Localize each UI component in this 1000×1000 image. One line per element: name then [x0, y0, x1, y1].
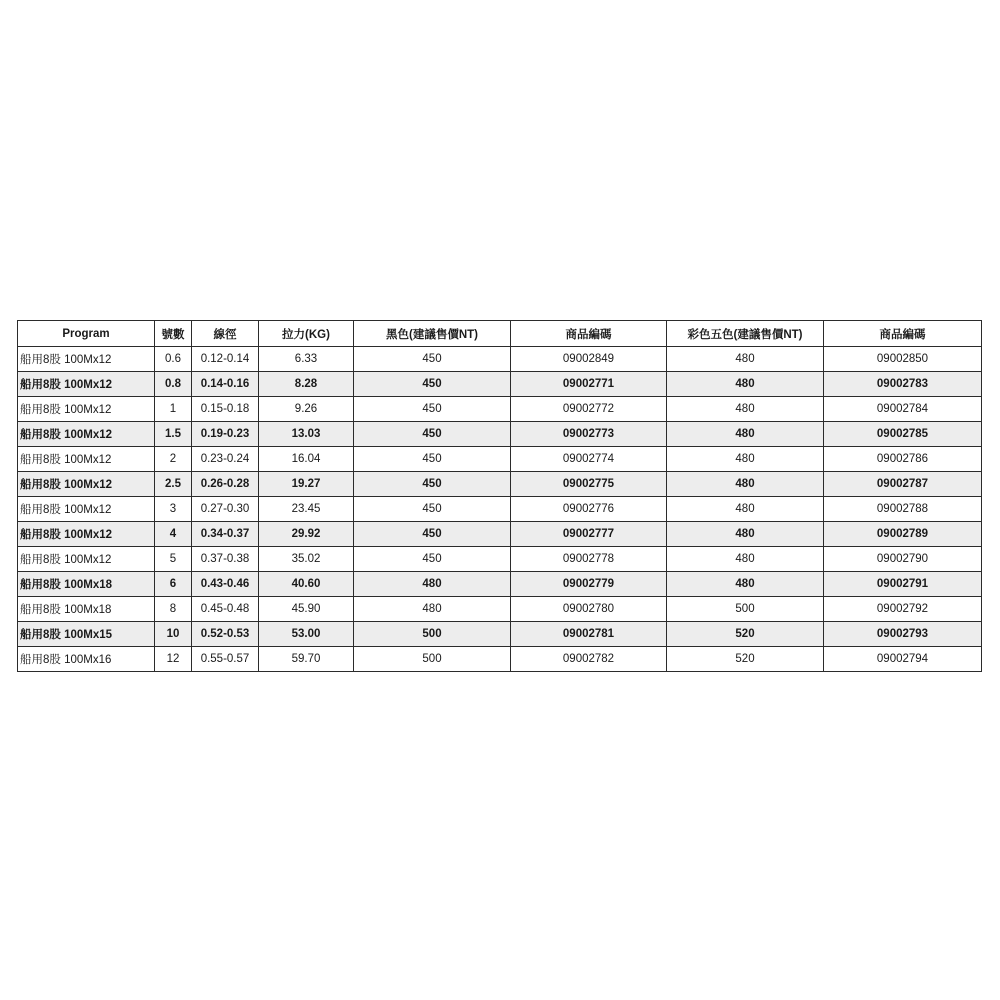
size-number-cell: 2.5: [155, 472, 192, 497]
size-number-cell: 10: [155, 622, 192, 647]
table-row: [18, 622, 982, 647]
strength-cell: 40.60: [259, 572, 354, 597]
multicolor-price-cell: 480: [667, 497, 824, 522]
header-row: [18, 321, 982, 347]
size-number-cell: 2: [155, 447, 192, 472]
line-diameter-cell: 0.55-0.57: [192, 647, 259, 672]
table-row: [18, 472, 982, 497]
header-multicolor-product-code: 商品編碼: [824, 321, 982, 347]
black-product-code-cell: 09002779: [511, 572, 667, 597]
header-program: Program: [18, 321, 155, 347]
header-strength-kg: 拉力(KG): [259, 321, 354, 347]
black-price-cell: 450: [354, 472, 511, 497]
line-diameter-cell: 0.15-0.18: [192, 397, 259, 422]
strength-cell: 29.92: [259, 522, 354, 547]
black-price-cell: 450: [354, 422, 511, 447]
line-diameter-cell: 0.52-0.53: [192, 622, 259, 647]
line-diameter-cell: 0.43-0.46: [192, 572, 259, 597]
table-row: [18, 397, 982, 422]
strength-cell: 16.04: [259, 447, 354, 472]
multicolor-price-cell: 480: [667, 472, 824, 497]
program-cell: 船用8股 100Mx12: [18, 422, 155, 447]
line-diameter-cell: 0.23-0.24: [192, 447, 259, 472]
multicolor-product-code-cell: 09002850: [824, 347, 982, 372]
size-number-cell: 3: [155, 497, 192, 522]
program-cell: 船用8股 100Mx18: [18, 597, 155, 622]
line-diameter-cell: 0.27-0.30: [192, 497, 259, 522]
size-number-cell: 1: [155, 397, 192, 422]
multicolor-product-code-cell: 09002793: [824, 622, 982, 647]
multicolor-price-cell: 520: [667, 647, 824, 672]
line-diameter-cell: 0.26-0.28: [192, 472, 259, 497]
multicolor-product-code-cell: 09002792: [824, 597, 982, 622]
program-cell: 船用8股 100Mx16: [18, 647, 155, 672]
black-product-code-cell: 09002771: [511, 372, 667, 397]
table-row: [18, 597, 982, 622]
program-cell: 船用8股 100Mx12: [18, 347, 155, 372]
table-row: [18, 372, 982, 397]
multicolor-price-cell: 480: [667, 397, 824, 422]
multicolor-product-code-cell: 09002783: [824, 372, 982, 397]
size-number-cell: 5: [155, 547, 192, 572]
table-row: [18, 422, 982, 447]
table-row: [18, 347, 982, 372]
black-price-cell: 450: [354, 347, 511, 372]
multicolor-product-code-cell: 09002789: [824, 522, 982, 547]
multicolor-price-cell: 480: [667, 522, 824, 547]
program-cell: 船用8股 100Mx12: [18, 547, 155, 572]
black-price-cell: 450: [354, 372, 511, 397]
table-row: [18, 447, 982, 472]
black-product-code-cell: 09002782: [511, 647, 667, 672]
size-number-cell: 6: [155, 572, 192, 597]
size-number-cell: 0.8: [155, 372, 192, 397]
black-price-cell: 500: [354, 622, 511, 647]
table-row: [18, 522, 982, 547]
size-number-cell: 4: [155, 522, 192, 547]
program-cell: 船用8股 100Mx18: [18, 572, 155, 597]
header-black-price: 黑色(建議售價NT): [354, 321, 511, 347]
multicolor-product-code-cell: 09002785: [824, 422, 982, 447]
header-black-product-code: 商品編碼: [511, 321, 667, 347]
multicolor-price-cell: 520: [667, 622, 824, 647]
black-price-cell: 450: [354, 497, 511, 522]
multicolor-product-code-cell: 09002794: [824, 647, 982, 672]
product-spec-table: [17, 320, 982, 672]
table-row: [18, 647, 982, 672]
black-product-code-cell: 09002778: [511, 547, 667, 572]
strength-cell: 13.03: [259, 422, 354, 447]
table-row: [18, 572, 982, 597]
multicolor-price-cell: 480: [667, 572, 824, 597]
black-product-code-cell: 09002849: [511, 347, 667, 372]
multicolor-product-code-cell: 09002784: [824, 397, 982, 422]
strength-cell: 35.02: [259, 547, 354, 572]
line-diameter-cell: 0.45-0.48: [192, 597, 259, 622]
black-price-cell: 450: [354, 547, 511, 572]
black-price-cell: 480: [354, 572, 511, 597]
program-cell: 船用8股 100Mx15: [18, 622, 155, 647]
program-cell: 船用8股 100Mx12: [18, 497, 155, 522]
program-cell: 船用8股 100Mx12: [18, 447, 155, 472]
multicolor-price-cell: 480: [667, 372, 824, 397]
multicolor-product-code-cell: 09002786: [824, 447, 982, 472]
size-number-cell: 8: [155, 597, 192, 622]
strength-cell: 19.27: [259, 472, 354, 497]
multicolor-price-cell: 480: [667, 347, 824, 372]
program-cell: 船用8股 100Mx12: [18, 522, 155, 547]
multicolor-price-cell: 480: [667, 447, 824, 472]
size-number-cell: 0.6: [155, 347, 192, 372]
black-product-code-cell: 09002773: [511, 422, 667, 447]
size-number-cell: 12: [155, 647, 192, 672]
strength-cell: 8.28: [259, 372, 354, 397]
black-product-code-cell: 09002780: [511, 597, 667, 622]
program-cell: 船用8股 100Mx12: [18, 372, 155, 397]
black-price-cell: 450: [354, 447, 511, 472]
line-diameter-cell: 0.34-0.37: [192, 522, 259, 547]
black-price-cell: 480: [354, 597, 511, 622]
header-multicolor-price: 彩色五色(建議售價NT): [667, 321, 824, 347]
line-diameter-cell: 0.12-0.14: [192, 347, 259, 372]
multicolor-product-code-cell: 09002791: [824, 572, 982, 597]
line-diameter-cell: 0.37-0.38: [192, 547, 259, 572]
header-line-diameter: 線徑: [192, 321, 259, 347]
strength-cell: 53.00: [259, 622, 354, 647]
black-product-code-cell: 09002781: [511, 622, 667, 647]
strength-cell: 59.70: [259, 647, 354, 672]
strength-cell: 45.90: [259, 597, 354, 622]
table-row: [18, 497, 982, 522]
multicolor-product-code-cell: 09002788: [824, 497, 982, 522]
black-product-code-cell: 09002777: [511, 522, 667, 547]
black-price-cell: 500: [354, 647, 511, 672]
size-number-cell: 1.5: [155, 422, 192, 447]
table-body: [18, 347, 982, 672]
line-diameter-cell: 0.19-0.23: [192, 422, 259, 447]
header-size-number: 號數: [155, 321, 192, 347]
black-product-code-cell: 09002776: [511, 497, 667, 522]
program-cell: 船用8股 100Mx12: [18, 397, 155, 422]
multicolor-price-cell: 480: [667, 547, 824, 572]
line-diameter-cell: 0.14-0.16: [192, 372, 259, 397]
black-product-code-cell: 09002774: [511, 447, 667, 472]
table-row: [18, 547, 982, 572]
strength-cell: 23.45: [259, 497, 354, 522]
multicolor-product-code-cell: 09002787: [824, 472, 982, 497]
multicolor-price-cell: 480: [667, 422, 824, 447]
strength-cell: 9.26: [259, 397, 354, 422]
black-product-code-cell: 09002775: [511, 472, 667, 497]
strength-cell: 6.33: [259, 347, 354, 372]
black-price-cell: 450: [354, 522, 511, 547]
multicolor-price-cell: 500: [667, 597, 824, 622]
multicolor-product-code-cell: 09002790: [824, 547, 982, 572]
black-price-cell: 450: [354, 397, 511, 422]
program-cell: 船用8股 100Mx12: [18, 472, 155, 497]
black-product-code-cell: 09002772: [511, 397, 667, 422]
